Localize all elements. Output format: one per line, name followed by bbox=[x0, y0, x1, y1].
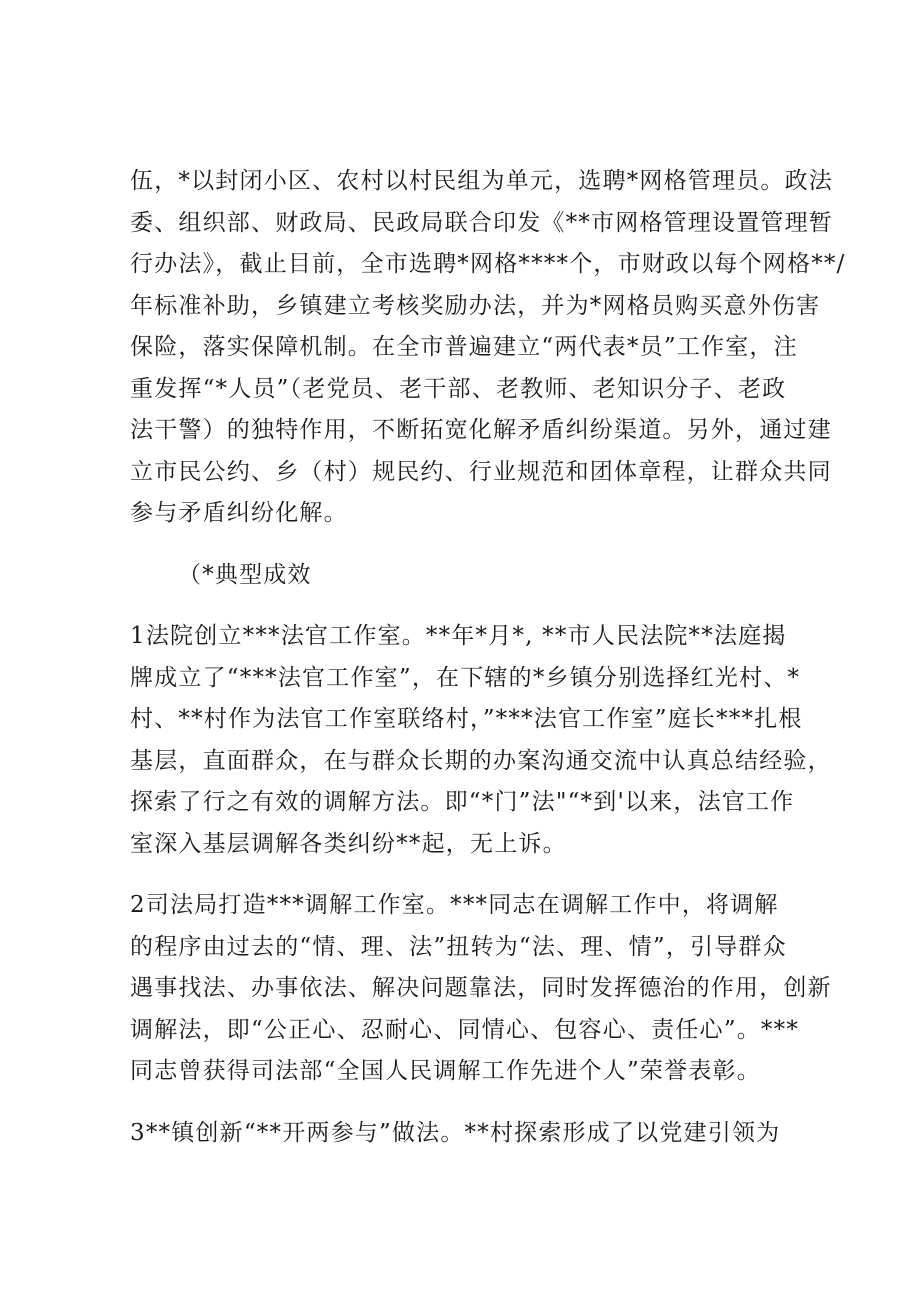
text-line: 行办法》，截止目前，全市选聘*网格****个，市财政以每个网格**/ bbox=[130, 251, 846, 277]
text-line: 法干警）的独特作用，不断拓宽化解矛盾纠纷渠道。另外，通过建 bbox=[130, 417, 832, 443]
text-line: 委、组织部、财政局、民政局联合印发《**市网格管理设置管理暂 bbox=[130, 209, 833, 236]
text-line: 同志曾获得司法部“全国人民调解工作先进个人”荣誉表彰。 bbox=[130, 1058, 761, 1084]
text-line: 年标准补助，乡镇建立考核奖励办法，并为*网格员购买意外伤害 bbox=[130, 292, 821, 319]
document-body bbox=[130, 161, 846, 1154]
text-line: 保险，落实保障机制。在全市普遍建立“两代表*员”工作室，注 bbox=[130, 334, 798, 360]
paragraph-town-innovation bbox=[130, 1113, 800, 1155]
text-line: 伍，*以封闭小区、农村以村民组为单元，选聘*网格管理员。政法 bbox=[130, 168, 833, 194]
text-line: 牌成立了“***法官工作室”，在下辖的*乡镇分别选择红光村、* bbox=[130, 664, 801, 691]
text-line: 1法院创立***法官工作室。**年*月*, **市人民法院**法庭揭 bbox=[130, 623, 787, 649]
text-line: 2司法局打造***调解工作室。***同志在调解工作中，将调解 bbox=[130, 892, 779, 918]
text-line: 基层，直面群众，在与群众长期的办案沟通交流中认真总结经验， bbox=[130, 747, 832, 774]
paragraph-grid-management bbox=[130, 161, 846, 535]
text-line: 的程序由过去的“情、理、法”扭转为“法、理、情”，引导群众 bbox=[130, 933, 787, 960]
text-line: 3**镇创新“**开两参与”做法。**村探索形成了以党建引领为 bbox=[130, 1119, 781, 1146]
text-line: 参与矛盾纠纷化解。 bbox=[130, 500, 348, 526]
text-line: 调解法，即“公正心、忍耐心、同情心、包容心、责任心”。*** bbox=[130, 1016, 800, 1043]
section-heading: （*典型成效 bbox=[178, 561, 312, 588]
text-line: 村、**村作为法官工作室联络村，”***法官工作室”庭长***扎根 bbox=[130, 706, 803, 732]
paragraph-court-studio bbox=[130, 616, 832, 865]
text-line: 遇事找法、办事依法、解决问题靠法，同时发挥德治的作用，创新 bbox=[130, 975, 832, 1001]
text-line: 室深入基层调解各类纠纷**起，无上诉。 bbox=[130, 830, 567, 857]
paragraph-mediation-studio bbox=[130, 885, 832, 1093]
text-line: 探索了行之有效的调解方法。即“*门”法"“*到'以来，法官工作 bbox=[130, 789, 795, 815]
text-line: 立市民公约、乡（村）规民约、行业规范和团体章程，让群众共同 bbox=[130, 458, 832, 485]
text-line: 重发挥“*人员”（老党员、老干部、老教师、老知识分子、老政 bbox=[130, 375, 787, 402]
